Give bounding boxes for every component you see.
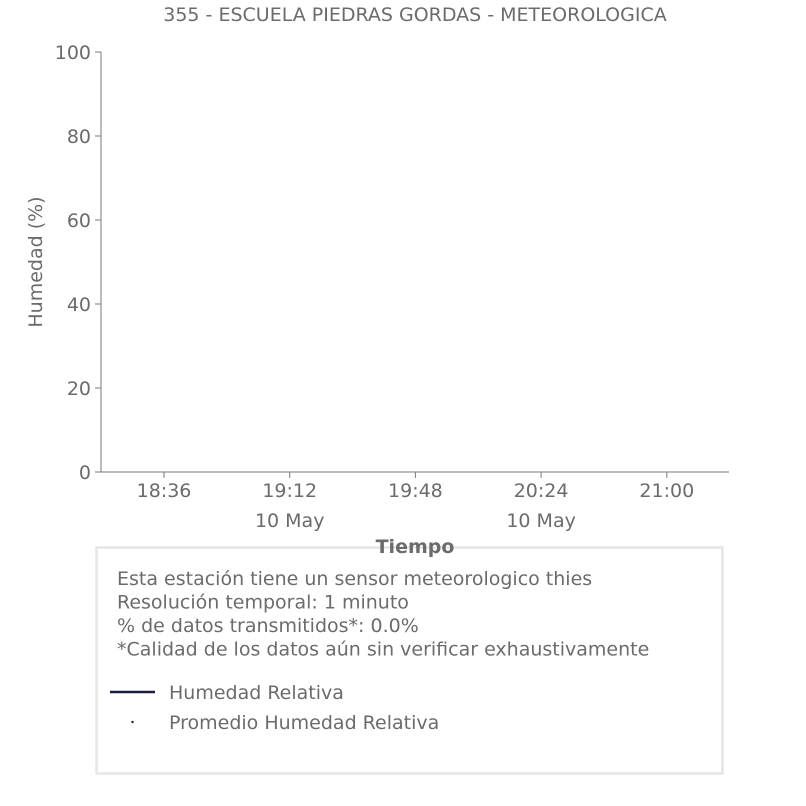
legend-point-swatch <box>131 721 133 723</box>
legend-box <box>97 548 723 774</box>
plot-area <box>55 42 729 532</box>
y-tick-label: 60 <box>66 210 91 232</box>
y-ticks <box>55 42 101 484</box>
x-tick-label: 18:36 <box>136 480 192 502</box>
legend-label: Promedio Humedad Relativa <box>169 712 440 734</box>
chart-title: 355 - ESCUELA PIEDRAS GORDAS - METEOROLOGICA <box>163 4 667 26</box>
y-axis-title: Humedad (%) <box>25 196 47 328</box>
x-tick-label: 21:00 <box>639 480 695 502</box>
y-tick-label: 80 <box>66 126 91 148</box>
y-tick-label: 0 <box>78 462 91 484</box>
x-tick-label: 20:24 <box>513 480 569 502</box>
y-tick-label: 100 <box>54 42 91 64</box>
y-tick-label: 40 <box>66 294 91 316</box>
x-axis-title: Tiempo <box>375 536 455 558</box>
info-line: Resolución temporal: 1 minuto <box>117 591 409 614</box>
info-line: % de datos transmitidos*: 0.0% <box>117 615 419 637</box>
x-tick-label: 19:48 <box>388 480 443 502</box>
x-tick-label: 19:12 <box>262 480 318 502</box>
x-tick-date-label: 10 May <box>506 510 576 532</box>
info-line: *Calidad de los datos aún sin verificar exhaustivamente <box>117 638 650 661</box>
x-tick-date-label: 10 May <box>254 510 325 532</box>
x-ticks <box>137 472 695 532</box>
y-tick-label: 20 <box>66 378 91 400</box>
legend-label: Humedad Relativa <box>169 682 344 704</box>
info-line: Esta estación tiene un sensor meteorologico thies <box>117 568 593 590</box>
